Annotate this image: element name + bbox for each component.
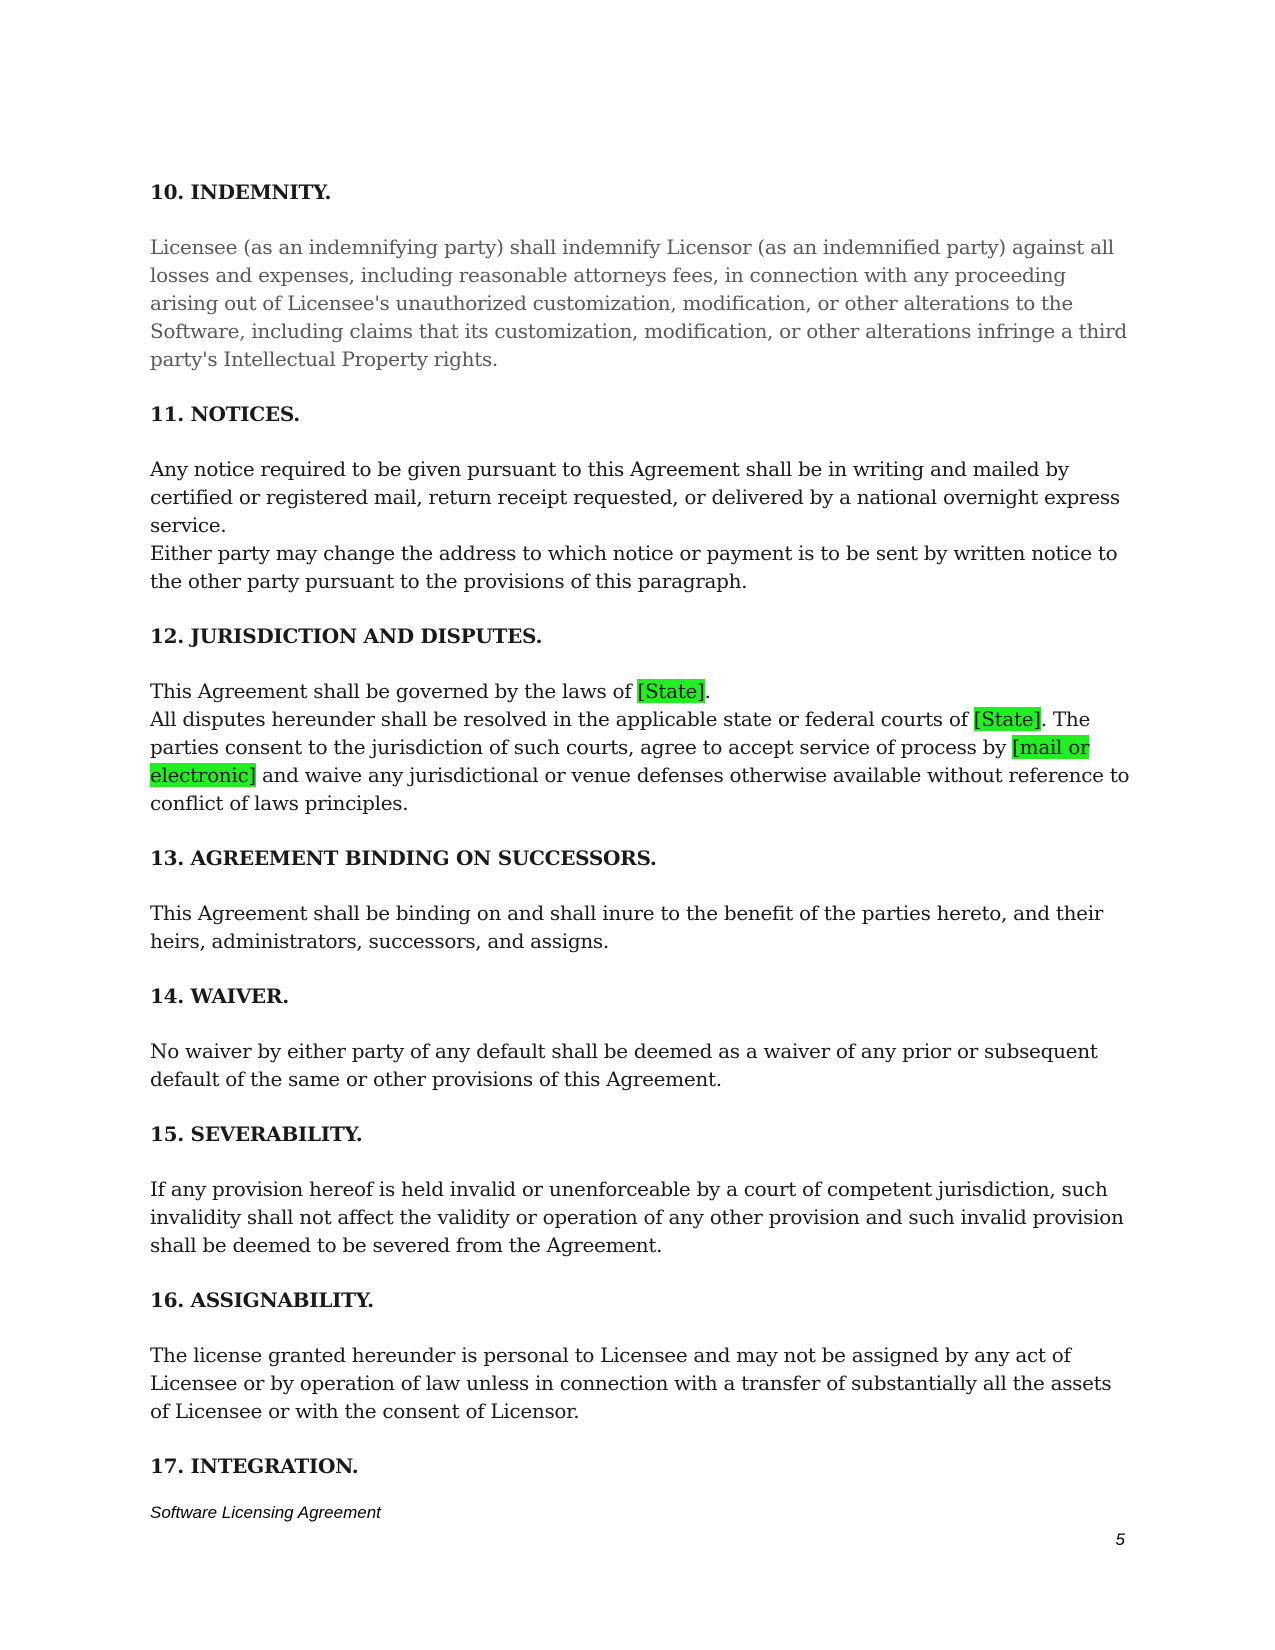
section-heading-notices: 11. NOTICES. bbox=[150, 402, 300, 426]
state-placeholder-highlight: [State] bbox=[973, 707, 1041, 731]
section-heading-successors: 13. AGREEMENT BINDING ON SUCCESSORS. bbox=[150, 846, 657, 870]
notices-paragraph-1: Any notice required to be given pursuant to this Agreement shall be in writing and mailed by certified or registered mail, return receipt requested, or delivered by a national overnight express service. bbox=[150, 457, 1120, 537]
section-heading-severability: 15. SEVERABILITY. bbox=[150, 1122, 363, 1146]
section-text-indemnity: Licensee (as an indemnifying party) shall indemnify Licensor (as an indemnified party) against all losses and expenses, including reasonable attorneys fees, in connection with any proceeding arising out of Licensee's unauthorized customization, modification, or other alterations to the Software, including claims that its customization, modification, or other alterations infringe a third party's Intellectual Property rights. bbox=[150, 235, 1127, 371]
page-number: 5 bbox=[1115, 1530, 1125, 1549]
section-text-assignability: The license granted hereunder is personal to Licensee and may not be assigned by any act of Licensee or by operation of law unless in connection with a transfer of substantially all the assets of Licensee or with the consent of Licensor. bbox=[150, 1343, 1112, 1423]
jurisdiction-text: . The parties consent to the jurisdiction of such courts, agree to accept service of process by bbox=[150, 707, 1091, 759]
section-text-severability: If any provision hereof is held invalid or unenforceable by a court of competent jurisdiction, such invalidity shall not affect the validity or operation of any other provision and such invalid provision shall be deemed to be severed from the Agreement. bbox=[150, 1177, 1124, 1257]
section-heading-waiver: 14. WAIVER. bbox=[150, 984, 289, 1008]
service-method-placeholder-highlight: [mail or electronic] bbox=[150, 735, 1090, 787]
jurisdiction-text: . bbox=[704, 679, 711, 703]
jurisdiction-text: and waive any jurisdictional or venue defenses otherwise available without reference to conflict of laws principles. bbox=[150, 763, 1130, 815]
notices-paragraph-2: Either party may change the address to which notice or payment is to be sent by written notice to the other party pursuant to the provisions of this paragraph. bbox=[150, 541, 1118, 593]
section-text-successors: This Agreement shall be binding on and shall inure to the benefit of the parties hereto, and their heirs, administrators, successors, and assigns. bbox=[150, 901, 1104, 953]
jurisdiction-line-2 bbox=[150, 705, 1135, 817]
section-heading-jurisdiction: 12. JURISDICTION AND DISPUTES. bbox=[150, 624, 543, 648]
section-text-notices bbox=[150, 455, 1135, 595]
section-text-waiver: No waiver by either party of any default shall be deemed as a waiver of any prior or subsequent default of the same or other provisions of this Agreement. bbox=[150, 1039, 1098, 1091]
section-heading-assignability: 16. ASSIGNABILITY. bbox=[150, 1288, 374, 1312]
document-body bbox=[150, 178, 1135, 1507]
section-heading-indemnity: 10. INDEMNITY. bbox=[150, 180, 332, 204]
section-text-jurisdiction bbox=[150, 677, 1135, 817]
jurisdiction-text: This Agreement shall be governed by the laws of bbox=[150, 679, 638, 703]
state-placeholder-highlight: [State] bbox=[637, 679, 705, 703]
jurisdiction-text: All disputes hereunder shall be resolved in the applicable state or federal courts of bbox=[150, 707, 974, 731]
jurisdiction-line-1 bbox=[150, 677, 1135, 705]
section-heading-integration: 17. INTEGRATION. bbox=[150, 1454, 359, 1478]
footer-document-title: Software Licensing Agreement bbox=[150, 1503, 381, 1522]
